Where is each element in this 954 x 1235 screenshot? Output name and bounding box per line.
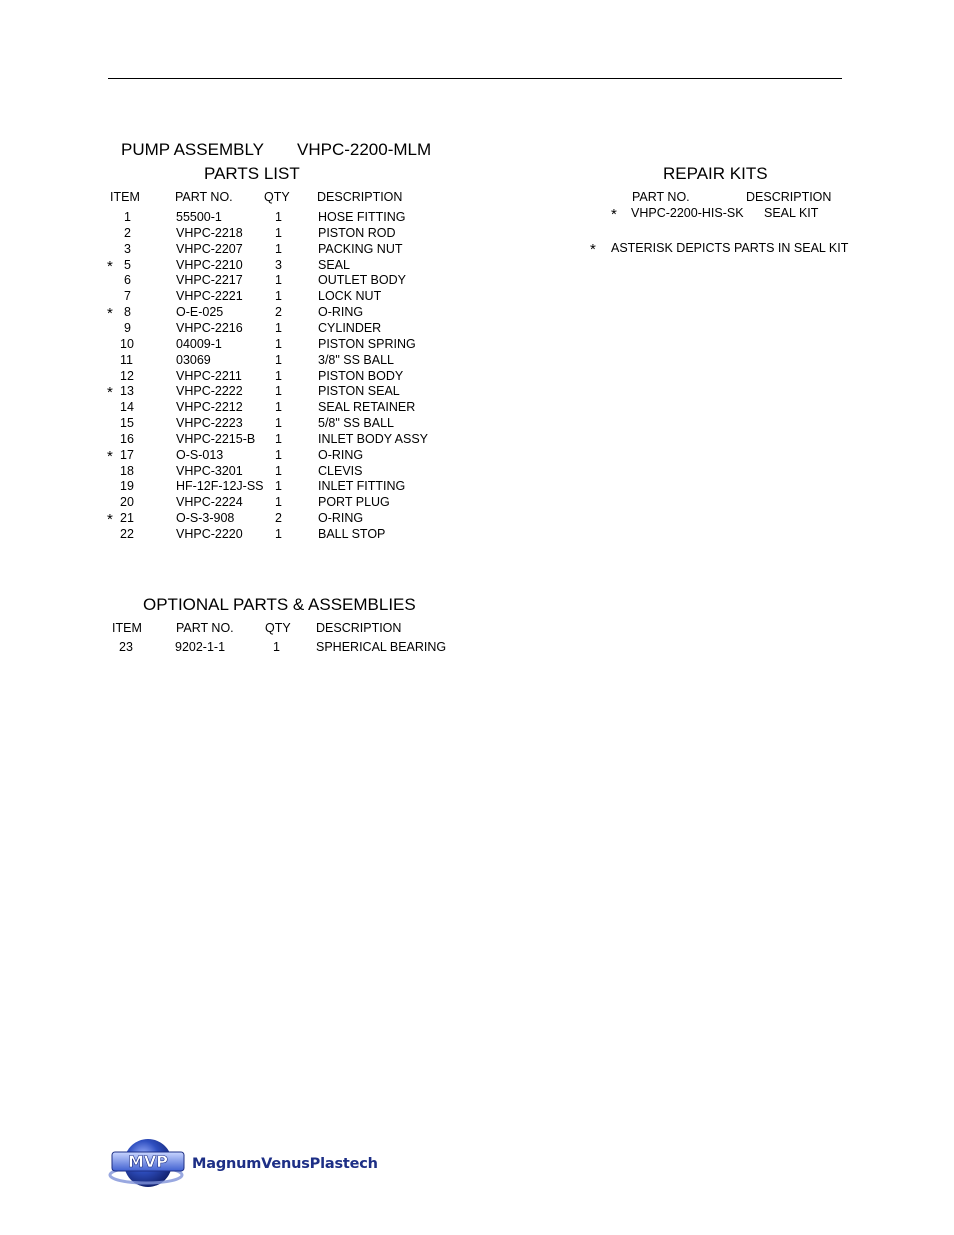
part-number: 55500-1 <box>176 210 222 224</box>
table-row <box>0 353 460 369</box>
quantity: 1 <box>275 337 282 351</box>
description: 3/8" SS BALL <box>318 353 395 367</box>
quantity: 1 <box>275 226 282 240</box>
repair-kit-description: SEAL KIT <box>764 206 819 220</box>
item-number: 6 <box>124 273 131 287</box>
description: PISTON SPRING <box>318 337 416 351</box>
description: PISTON SEAL <box>318 384 400 398</box>
quantity: 3 <box>275 258 282 272</box>
repair-header-part-no: PART NO. <box>632 190 690 204</box>
description: CYLINDER <box>318 321 382 335</box>
part-number: VHPC-2217 <box>176 273 243 287</box>
logo-badge-text: MVP <box>127 1152 169 1171</box>
item-number: 19 <box>120 479 134 493</box>
seal-kit-asterisk: * <box>611 206 617 223</box>
description: SEAL <box>318 258 350 272</box>
item-number: 8 <box>124 305 131 319</box>
quantity: 1 <box>275 242 282 256</box>
item-number: 16 <box>120 432 134 446</box>
quantity: 1 <box>275 273 282 287</box>
quantity: 1 <box>275 353 282 367</box>
quantity: 1 <box>275 464 282 478</box>
assembly-title: PUMP ASSEMBLY <box>121 140 264 159</box>
part-number: 03069 <box>176 353 211 367</box>
item-number: 9 <box>124 321 131 335</box>
mvp-globe-logo <box>108 1137 188 1193</box>
table-row <box>0 432 460 448</box>
table-row <box>0 400 460 416</box>
description: OUTLET BODY <box>318 273 406 287</box>
item-number: 12 <box>120 369 134 383</box>
seal-kit-asterisk: * <box>107 305 113 322</box>
company-name: MagnumVenusPlastech <box>192 1156 378 1172</box>
quantity: 1 <box>275 495 282 509</box>
table-row <box>0 289 460 305</box>
part-number: VHPC-2221 <box>176 289 243 303</box>
table-row <box>0 242 460 258</box>
item-number: 2 <box>124 226 131 240</box>
optional-header-description: DESCRIPTION <box>316 621 402 635</box>
seal-kit-asterisk: * <box>107 258 113 275</box>
table-row <box>0 416 460 432</box>
description: CLEVIS <box>318 464 363 478</box>
table-row <box>0 479 460 495</box>
optional-item: 23 <box>119 640 133 654</box>
table-row <box>0 384 460 400</box>
part-number: VHPC-2216 <box>176 321 243 335</box>
description: PISTON ROD <box>318 226 396 240</box>
description: O-RING <box>318 448 364 462</box>
description: HOSE FITTING <box>318 210 406 224</box>
optional-parts-title: OPTIONAL PARTS & ASSEMBLIES <box>143 595 416 614</box>
quantity: 1 <box>275 432 282 446</box>
quantity: 2 <box>275 305 282 319</box>
part-number: VHPC-2224 <box>176 495 243 509</box>
part-number: 04009-1 <box>176 337 222 351</box>
seal-kit-asterisk: * <box>107 448 113 465</box>
table-row <box>0 337 460 353</box>
part-number: VHPC-2222 <box>176 384 243 398</box>
part-number: VHPC-2215-B <box>176 432 256 446</box>
table-row <box>0 226 460 242</box>
part-number: VHPC-2210 <box>176 258 243 272</box>
optional-header-qty: QTY <box>265 621 291 635</box>
item-number: 22 <box>120 527 134 541</box>
part-number: O-S-013 <box>176 448 224 462</box>
item-number: 15 <box>120 416 134 430</box>
part-number: VHPC-3201 <box>176 464 243 478</box>
note-asterisk: * <box>590 241 596 258</box>
item-number: 18 <box>120 464 134 478</box>
table-row <box>0 369 460 385</box>
description: O-RING <box>318 511 364 525</box>
part-number: VHPC-2223 <box>176 416 243 430</box>
company-logo <box>108 1137 408 1193</box>
description: PORT PLUG <box>318 495 390 509</box>
quantity: 1 <box>275 384 282 398</box>
asterisk-note: ASTERISK DEPICTS PARTS IN SEAL KIT <box>611 241 849 255</box>
item-number: 17 <box>120 448 134 462</box>
optional-qty: 1 <box>273 640 280 654</box>
item-number: 13 <box>120 384 134 398</box>
header-rule <box>108 78 842 79</box>
table-row <box>0 210 460 226</box>
description: SEAL RETAINER <box>318 400 416 414</box>
table-row <box>0 321 460 337</box>
part-number: VHPC-2211 <box>176 369 242 383</box>
part-number: VHPC-2212 <box>176 400 243 414</box>
item-number: 1 <box>124 210 131 224</box>
repair-kit-part-no: VHPC-2200-HIS-SK <box>631 206 744 220</box>
parts-list-title: PARTS LIST <box>204 164 300 183</box>
optional-description: SPHERICAL BEARING <box>316 640 447 654</box>
quantity: 1 <box>275 527 282 541</box>
table-row <box>0 273 460 289</box>
header-part-no: PART NO. <box>175 190 233 204</box>
description: PACKING NUT <box>318 242 403 256</box>
item-number: 5 <box>124 258 131 272</box>
description: 5/8" SS BALL <box>318 416 395 430</box>
repair-header-description: DESCRIPTION <box>746 190 832 204</box>
table-row <box>0 495 460 511</box>
optional-part-no: 9202-1-1 <box>175 640 226 654</box>
part-number: VHPC-2218 <box>176 226 243 240</box>
item-number: 21 <box>120 511 134 525</box>
item-number: 20 <box>120 495 134 509</box>
description: LOCK NUT <box>318 289 382 303</box>
part-number: VHPC-2207 <box>176 242 243 256</box>
description: INLET FITTING <box>318 479 406 493</box>
part-number: O-S-3-908 <box>176 511 235 525</box>
description: PISTON BODY <box>318 369 404 383</box>
table-row <box>0 527 460 543</box>
assembly-model: VHPC-2200-MLM <box>297 140 432 159</box>
description: BALL STOP <box>318 527 386 541</box>
description: INLET BODY ASSY <box>318 432 429 446</box>
quantity: 1 <box>275 416 282 430</box>
item-number: 10 <box>120 337 134 351</box>
quantity: 1 <box>275 369 282 383</box>
quantity: 1 <box>275 400 282 414</box>
table-row <box>0 511 460 527</box>
seal-kit-asterisk: * <box>107 384 113 401</box>
item-number: 14 <box>120 400 134 414</box>
quantity: 1 <box>275 448 282 462</box>
part-number: HF-12F-12J-SS <box>176 479 264 493</box>
item-number: 7 <box>124 289 131 303</box>
quantity: 1 <box>275 210 282 224</box>
item-number: 11 <box>120 353 133 367</box>
table-row <box>0 258 460 274</box>
repair-kits-title: REPAIR KITS <box>663 164 768 183</box>
item-number: 3 <box>124 242 131 256</box>
header-qty: QTY <box>264 190 290 204</box>
table-row <box>0 464 460 480</box>
seal-kit-asterisk: * <box>107 511 113 528</box>
quantity: 1 <box>275 479 282 493</box>
table-row <box>0 448 460 464</box>
header-item: ITEM <box>110 190 140 204</box>
optional-header-part-no: PART NO. <box>176 621 234 635</box>
table-row <box>0 305 460 321</box>
part-number: VHPC-2220 <box>176 527 243 541</box>
quantity: 1 <box>275 289 282 303</box>
quantity: 1 <box>275 321 282 335</box>
quantity: 2 <box>275 511 282 525</box>
description: O-RING <box>318 305 364 319</box>
header-description: DESCRIPTION <box>317 190 403 204</box>
part-number: O-E-025 <box>176 305 224 319</box>
optional-header-item: ITEM <box>112 621 142 635</box>
